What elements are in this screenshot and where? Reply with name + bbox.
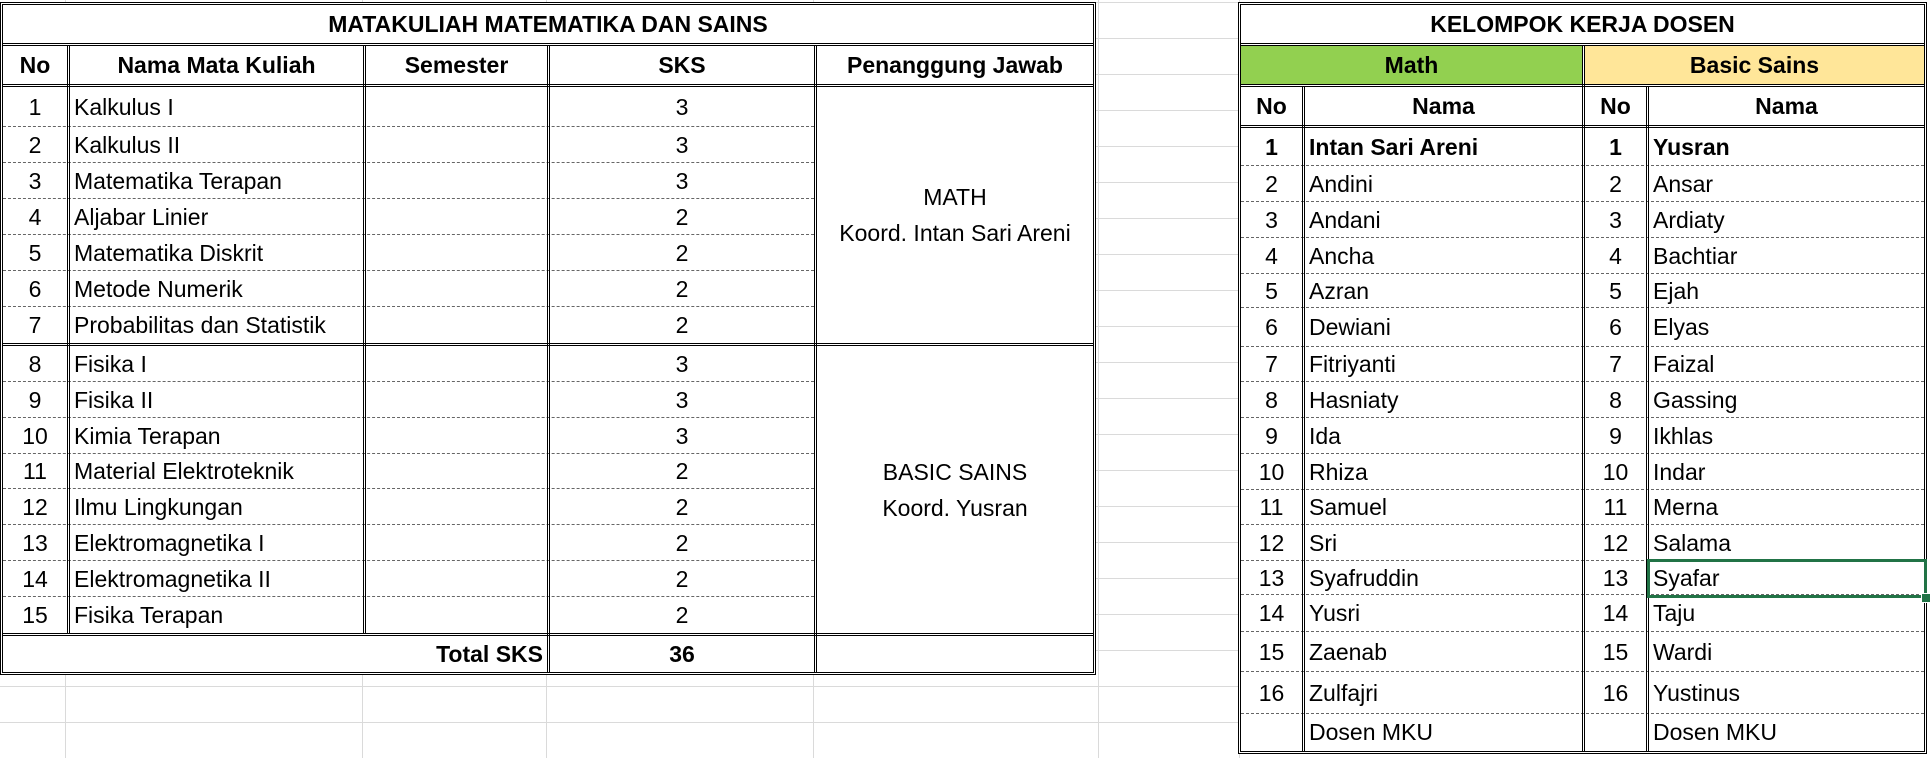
row-nama-mata-kuliah[interactable]: Material Elektroteknik [74, 458, 294, 484]
math-row-nama[interactable]: Yusri [1309, 600, 1361, 626]
row-sks[interactable]: 2 [675, 275, 689, 302]
row-nama-mata-kuliah[interactable]: Fisika II [74, 386, 154, 413]
row-semester[interactable] [366, 561, 547, 597]
math-row-no[interactable]: 1 [1265, 133, 1278, 160]
sains-row-no[interactable]: 16 [1602, 679, 1629, 706]
sains-row-no[interactable]: 11 [1603, 494, 1628, 520]
row-semester[interactable] [366, 525, 547, 561]
table-title-kelompok[interactable]: KELOMPOK KERJA DOSEN [1430, 10, 1735, 37]
sains-row-no[interactable]: 8 [1609, 386, 1622, 413]
sains-row-no[interactable]: 15 [1602, 638, 1629, 665]
sains-row-no[interactable]: 3 [1609, 206, 1622, 233]
row-no[interactable]: 2 [28, 131, 42, 158]
row-semester[interactable] [366, 235, 547, 271]
row-no[interactable]: 14 [22, 565, 48, 592]
table-matakuliah [0, 2, 1096, 675]
row-sks[interactable]: 3 [675, 131, 689, 158]
header-nama-sains[interactable]: Nama [1755, 92, 1818, 119]
row-sks[interactable]: 2 [675, 311, 689, 338]
group-header-math[interactable]: Math [1241, 46, 1582, 84]
row-no[interactable]: 3 [28, 167, 42, 194]
row-semester[interactable] [366, 307, 547, 343]
sains-row-nama[interactable]: Ikhlas [1653, 422, 1714, 449]
sains-row-nama[interactable]: Taju [1653, 600, 1696, 626]
row-semester[interactable] [366, 127, 547, 163]
math-row-no[interactable]: 8 [1265, 386, 1278, 413]
math-row-no[interactable]: 15 [1258, 638, 1285, 665]
row-sks[interactable]: 2 [675, 565, 689, 592]
total-sks-label[interactable]: Total SKS [436, 640, 543, 667]
sains-row-no[interactable]: 4 [1609, 242, 1622, 269]
row-nama-mata-kuliah[interactable]: Elektromagnetika I [74, 529, 265, 556]
row-semester[interactable] [366, 597, 547, 633]
header-no-math[interactable]: No [1256, 92, 1287, 119]
sains-row-no[interactable]: 6 [1609, 314, 1622, 340]
row-nama-mata-kuliah[interactable]: Aljabar Linier [74, 203, 209, 230]
group-header-basic-sains[interactable]: Basic Sains [1585, 46, 1924, 84]
sains-row-no[interactable]: 2 [1609, 170, 1622, 197]
row-semester[interactable] [366, 346, 547, 382]
sains-row-nama[interactable]: Ansar [1653, 170, 1714, 197]
table-title[interactable]: MATAKULIAH MATEMATIKA DAN SAINS [328, 10, 768, 37]
row-nama-mata-kuliah[interactable]: Kalkulus I [74, 93, 174, 120]
header-no-sains[interactable]: No [1600, 92, 1631, 119]
row-nama-mata-kuliah[interactable]: Kalkulus II [74, 131, 181, 158]
sains-row-no[interactable]: 14 [1602, 600, 1629, 626]
math-row-no[interactable]: 5 [1265, 277, 1278, 304]
row-nama-mata-kuliah[interactable]: Probabilitas dan Statistik [74, 311, 326, 338]
header-nama-mata-kuliah[interactable]: Nama Mata Kuliah [117, 51, 316, 78]
sains-row-nama[interactable]: Salama [1653, 529, 1731, 556]
row-no[interactable]: 7 [28, 311, 42, 338]
row-sks[interactable]: 2 [675, 529, 689, 556]
row-no[interactable]: 4 [28, 203, 42, 230]
sains-row-nama[interactable]: Ejah [1653, 277, 1700, 304]
row-no[interactable]: 10 [22, 422, 48, 449]
row-sks[interactable]: 3 [675, 386, 689, 413]
sains-row-nama[interactable]: Wardi [1653, 638, 1713, 665]
row-semester[interactable] [366, 163, 547, 199]
math-row-no[interactable]: 2 [1265, 170, 1278, 197]
row-nama-mata-kuliah[interactable]: Matematika Diskrit [74, 239, 264, 266]
row-semester[interactable] [366, 382, 547, 418]
sains-row-nama[interactable]: Yusran [1653, 133, 1730, 160]
math-row-nama[interactable]: Azran [1309, 277, 1370, 304]
group-sains-cell[interactable] [817, 346, 1093, 633]
table-kelompok-kerja [1238, 2, 1927, 754]
row-sks[interactable]: 3 [675, 422, 689, 449]
math-row-nama[interactable]: Fitriyanti [1309, 351, 1396, 377]
sains-row-nama[interactable]: Ardiaty [1653, 206, 1725, 233]
math-row-no[interactable]: 11 [1259, 494, 1284, 520]
header-no[interactable]: No [19, 51, 51, 78]
row-semester[interactable] [366, 454, 547, 489]
sains-row-no[interactable]: 12 [1602, 529, 1629, 556]
row-no[interactable]: 5 [28, 239, 42, 266]
math-row-nama[interactable]: Andani [1309, 206, 1381, 233]
math-row-no[interactable]: 10 [1258, 458, 1285, 485]
row-sks[interactable]: 3 [675, 350, 689, 377]
sains-row-no[interactable]: 10 [1602, 458, 1629, 485]
math-row-no[interactable]: 13 [1258, 564, 1285, 591]
group-math-cell[interactable] [817, 87, 1093, 343]
row-no[interactable]: 8 [28, 350, 42, 377]
sains-row-nama[interactable]: Gassing [1653, 386, 1738, 413]
row-nama-mata-kuliah[interactable]: Kimia Terapan [74, 422, 221, 449]
row-no[interactable]: 9 [28, 386, 42, 413]
header-semester[interactable]: Semester [404, 51, 509, 78]
math-row-nama[interactable]: Syafruddin [1309, 564, 1419, 591]
math-row-nama[interactable]: Intan Sari Areni [1309, 133, 1479, 160]
row-sks[interactable]: 2 [675, 203, 689, 230]
math-row-nama[interactable]: Dewiani [1309, 314, 1391, 340]
math-row-no[interactable]: 4 [1265, 242, 1278, 269]
sains-row-nama[interactable]: Dosen MKU [1653, 719, 1777, 745]
math-row-no[interactable]: 16 [1258, 679, 1285, 706]
selected-cell[interactable] [1647, 559, 1927, 598]
math-row-nama[interactable]: Sri [1309, 529, 1338, 556]
math-row-nama[interactable]: Rhiza [1309, 458, 1368, 485]
total-sks-value[interactable]: 36 [669, 640, 695, 667]
row-sks[interactable]: 3 [675, 167, 689, 194]
math-row-no[interactable]: 9 [1265, 422, 1278, 449]
row-no[interactable]: 12 [22, 493, 48, 520]
group-sains-koordinator: Koord. Yusran [882, 494, 1028, 521]
sains-row-nama[interactable]: Faizal [1653, 351, 1715, 377]
row-sks[interactable]: 2 [675, 493, 689, 520]
math-row-nama[interactable]: Zulfajri [1309, 679, 1379, 706]
row-semester[interactable] [366, 87, 547, 127]
row-nama-mata-kuliah[interactable]: Metode Numerik [74, 275, 243, 302]
header-penanggung-jawab[interactable]: Penanggung Jawab [847, 51, 1063, 78]
math-row-nama[interactable]: Andini [1309, 170, 1373, 197]
row-sks[interactable]: 2 [675, 601, 689, 628]
math-row-nama[interactable]: Hasniaty [1309, 386, 1399, 413]
row-nama-mata-kuliah[interactable]: Fisika I [74, 350, 147, 377]
row-no[interactable]: 15 [22, 601, 48, 628]
sains-row-nama[interactable]: Bachtiar [1653, 242, 1738, 269]
row-sks[interactable]: 2 [675, 458, 689, 484]
row-nama-mata-kuliah[interactable]: Ilmu Lingkungan [74, 493, 243, 520]
math-row-no[interactable]: 3 [1265, 206, 1278, 233]
sains-row-no[interactable]: 13 [1602, 564, 1629, 591]
header-sks[interactable]: SKS [658, 51, 706, 78]
sains-row-nama[interactable]: Merna [1653, 494, 1719, 520]
row-sks[interactable]: 3 [675, 93, 689, 120]
sains-row-no[interactable]: 5 [1609, 277, 1622, 304]
row-nama-mata-kuliah[interactable]: Elektromagnetika II [74, 565, 271, 592]
math-row-no[interactable]: 14 [1258, 600, 1285, 626]
row-no[interactable]: 11 [23, 458, 47, 484]
math-row-nama[interactable]: Dosen MKU [1309, 719, 1433, 745]
math-row-no[interactable] [1241, 714, 1302, 751]
row-no[interactable]: 13 [22, 529, 48, 556]
math-row-no[interactable]: 6 [1265, 314, 1278, 340]
group-sains-label: BASIC SAINS [882, 458, 1028, 485]
header-nama-math[interactable]: Nama [1412, 92, 1475, 119]
math-row-nama[interactable]: Ancha [1309, 242, 1375, 269]
sains-row-no[interactable]: 1 [1609, 133, 1622, 160]
row-nama-mata-kuliah[interactable]: Fisika Terapan [74, 601, 224, 628]
row-sks[interactable]: 2 [675, 239, 689, 266]
math-row-nama[interactable]: Ida [1309, 422, 1341, 449]
row-semester[interactable] [366, 418, 547, 454]
row-nama-mata-kuliah[interactable]: Matematika Terapan [74, 167, 282, 194]
sains-row-no[interactable]: 9 [1609, 422, 1622, 449]
sains-row-no[interactable]: 7 [1609, 351, 1622, 377]
math-row-no[interactable]: 12 [1258, 529, 1285, 556]
row-no[interactable]: 6 [28, 275, 42, 302]
sains-row-nama[interactable]: Yustinus [1653, 679, 1740, 706]
group-math-koordinator: Koord. Intan Sari Areni [839, 220, 1071, 246]
row-semester[interactable] [366, 199, 547, 235]
math-row-nama[interactable]: Samuel [1309, 494, 1387, 520]
math-row-no[interactable]: 7 [1265, 351, 1278, 377]
row-semester[interactable] [366, 271, 547, 307]
fill-handle[interactable] [1921, 593, 1930, 603]
math-row-nama[interactable]: Zaenab [1309, 638, 1388, 665]
group-math-label: MATH [923, 184, 987, 210]
row-no[interactable]: 1 [28, 93, 42, 120]
sains-row-nama[interactable]: Elyas [1653, 314, 1710, 340]
sains-row-nama[interactable]: Syafar [1653, 564, 1720, 591]
sains-row-no[interactable] [1585, 714, 1646, 751]
row-semester[interactable] [366, 489, 547, 525]
sains-row-nama[interactable]: Indar [1653, 458, 1706, 485]
